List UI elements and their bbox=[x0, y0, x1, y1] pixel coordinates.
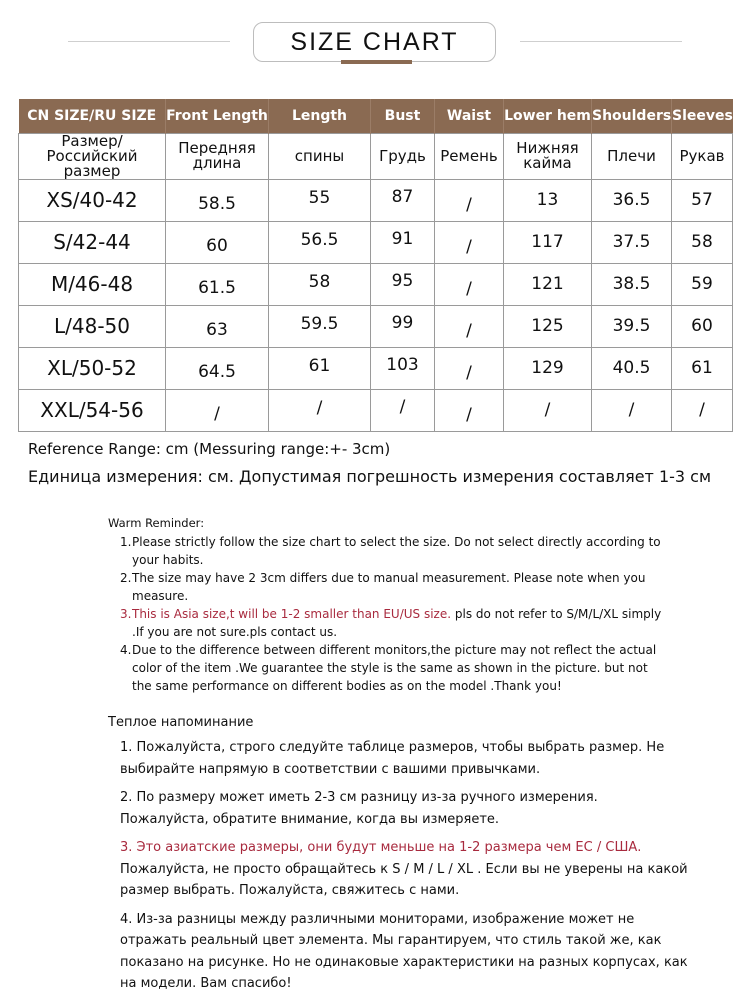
cell-value: 103 bbox=[386, 355, 419, 375]
column-header: Length bbox=[269, 99, 371, 133]
reminder-body-text: 4. Из-за разницы между различными мониторами, изображение может не отражать реальный цвет элемента. Мы гарантируем, что стиль такой же, как показано на рисунке. Но не одинаковые характеристики на разных корпусах, как на модели. Вам спасибо! bbox=[120, 911, 688, 991]
front-length-cell bbox=[166, 305, 269, 347]
reminder-number: 2. bbox=[120, 571, 132, 585]
reminder-item-en bbox=[108, 605, 668, 641]
shoulders-cell bbox=[592, 347, 672, 389]
cell-value: / bbox=[399, 397, 406, 417]
cell-value: 121 bbox=[531, 274, 564, 294]
size-cell bbox=[19, 389, 166, 431]
table-row bbox=[19, 221, 733, 263]
table-row bbox=[19, 179, 733, 221]
front-length-cell bbox=[166, 179, 269, 221]
cell-value: / bbox=[316, 398, 323, 418]
reminder-item-ru bbox=[108, 737, 688, 780]
bust-cell bbox=[371, 347, 435, 389]
cell-value: / bbox=[466, 195, 472, 215]
cell-value: 61 bbox=[691, 358, 713, 378]
cell-value: 60 bbox=[691, 316, 713, 336]
sleeves-cell bbox=[672, 347, 733, 389]
shoulders-cell bbox=[592, 221, 672, 263]
ru-column-header: Передняя длина bbox=[166, 133, 269, 179]
size-cell bbox=[19, 179, 166, 221]
reference-range-ru: Единица измерения: см. Допустимая погрешность измерения составляет 1-3 см bbox=[28, 467, 712, 486]
cell-value: 60 bbox=[206, 236, 228, 256]
length-cell bbox=[269, 305, 371, 347]
title-divider-right bbox=[520, 41, 682, 42]
ru-column-header: Плечи bbox=[592, 133, 672, 179]
reminder-title-ru: Теплое напоминание bbox=[108, 715, 254, 730]
cell-value: 64.5 bbox=[198, 362, 236, 382]
cell-value: XS/40-42 bbox=[46, 188, 138, 212]
cell-value: / bbox=[466, 405, 472, 425]
cell-value: 95 bbox=[391, 271, 414, 291]
shoulders-cell bbox=[592, 389, 672, 431]
russian-header-row bbox=[19, 133, 733, 179]
ru-column-header: Рукав bbox=[672, 133, 733, 179]
sleeves-cell bbox=[672, 221, 733, 263]
reminder-body-text: 2. По размеру может иметь 2-3 см разницу из-за ручного измерения. Пожалуйста, обратите внимание, когда вы измеряете. bbox=[120, 790, 598, 827]
waist-cell bbox=[435, 179, 504, 221]
waist-cell bbox=[435, 347, 504, 389]
lower-hem-cell bbox=[504, 179, 592, 221]
cell-value: / bbox=[214, 404, 220, 424]
cell-value: 99 bbox=[391, 313, 414, 333]
reminder-title-en: Warm Reminder: bbox=[108, 516, 205, 530]
cell-value: 13 bbox=[536, 190, 559, 210]
reminder-number: 4. bbox=[120, 643, 132, 657]
waist-cell bbox=[435, 389, 504, 431]
bust-cell bbox=[371, 389, 435, 431]
length-cell bbox=[269, 389, 371, 431]
column-header: Waist bbox=[435, 99, 504, 133]
length-cell bbox=[269, 347, 371, 389]
waist-cell bbox=[435, 221, 504, 263]
cell-value: / bbox=[466, 363, 472, 383]
reminder-text bbox=[132, 569, 668, 605]
reminder-body-text: The size may have 2 3cm differs due to manual measurement. Please note when you measure. bbox=[132, 571, 646, 603]
cell-value: / bbox=[466, 237, 472, 257]
size-table bbox=[18, 99, 733, 432]
title-divider-left bbox=[68, 41, 230, 42]
reminder-item-ru bbox=[108, 837, 688, 902]
reminder-item-en bbox=[108, 569, 668, 605]
front-length-cell bbox=[166, 389, 269, 431]
cell-value: 61.5 bbox=[198, 278, 236, 298]
size-cell bbox=[19, 221, 166, 263]
cell-value: 58 bbox=[691, 232, 713, 252]
size-cell bbox=[19, 347, 166, 389]
cell-value: / bbox=[466, 279, 472, 299]
cell-value: 117 bbox=[531, 232, 564, 252]
reminder-item-en bbox=[108, 641, 668, 695]
cell-value: 59.5 bbox=[300, 314, 339, 334]
ru-column-header: спины bbox=[269, 133, 371, 179]
lower-hem-cell bbox=[504, 347, 592, 389]
cell-value: / bbox=[628, 400, 635, 420]
shoulders-cell bbox=[592, 263, 672, 305]
column-header: CN SIZE/RU SIZE bbox=[19, 99, 166, 133]
lower-hem-cell bbox=[504, 305, 592, 347]
cell-value: 36.5 bbox=[612, 190, 651, 210]
cell-value: 61 bbox=[308, 356, 331, 376]
size-cell bbox=[19, 305, 166, 347]
cell-value: 125 bbox=[531, 316, 564, 336]
ru-column-header: Нижняя кайма bbox=[504, 133, 592, 179]
table-row bbox=[19, 389, 733, 431]
lower-hem-cell bbox=[504, 263, 592, 305]
reminder-item-ru bbox=[108, 909, 688, 995]
cell-value: 63 bbox=[206, 320, 228, 340]
cell-value: 40.5 bbox=[612, 358, 651, 378]
waist-cell bbox=[435, 305, 504, 347]
page-title: SIZE CHART bbox=[253, 22, 496, 62]
title-accent-bar bbox=[341, 60, 412, 64]
column-header: Sleeves bbox=[672, 99, 733, 133]
reminder-number: 3. bbox=[120, 607, 132, 621]
reminder-warning-text: This is Asia size,t will be 1-2 smaller than EU/US size. bbox=[132, 607, 452, 621]
cell-value: 91 bbox=[391, 229, 414, 249]
reminder-item-en bbox=[108, 533, 668, 569]
cell-value: 58 bbox=[308, 272, 331, 292]
cell-value: 57 bbox=[691, 190, 713, 210]
reference-range-en: Reference Range: cm (Messuring range:+- 3cm) bbox=[28, 440, 391, 458]
reminder-text bbox=[132, 605, 668, 641]
lower-hem-cell bbox=[504, 221, 592, 263]
bust-cell bbox=[371, 179, 435, 221]
ru-column-header: Размер/Российский размер bbox=[19, 133, 166, 179]
length-cell bbox=[269, 179, 371, 221]
column-header: Bust bbox=[371, 99, 435, 133]
cell-value: 129 bbox=[531, 358, 564, 378]
sleeves-cell bbox=[672, 179, 733, 221]
bust-cell bbox=[371, 263, 435, 305]
front-length-cell bbox=[166, 221, 269, 263]
cell-value: S/42-44 bbox=[53, 230, 131, 254]
cell-value: 37.5 bbox=[612, 232, 651, 252]
cell-value: 58.5 bbox=[198, 194, 236, 214]
waist-cell bbox=[435, 263, 504, 305]
cell-value: 38.5 bbox=[612, 274, 651, 294]
cell-value: / bbox=[544, 400, 551, 420]
sleeves-cell bbox=[672, 389, 733, 431]
table-row bbox=[19, 347, 733, 389]
length-cell bbox=[269, 221, 371, 263]
reminder-number: 1. bbox=[120, 535, 132, 549]
size-cell bbox=[19, 263, 166, 305]
ru-column-header: Грудь bbox=[371, 133, 435, 179]
reminder-text bbox=[132, 641, 668, 695]
cell-value: 59 bbox=[691, 274, 713, 294]
warm-reminder-ru bbox=[108, 714, 688, 1000]
reminder-body-text: Please strictly follow the size chart to select the size. Do not select directly according to your habits. bbox=[132, 535, 661, 567]
reminder-warning-text: 3. Это азиатские размеры, они будут меньше на 1-2 размера чем ЕС / США. bbox=[120, 840, 642, 855]
front-length-cell bbox=[166, 347, 269, 389]
table-row bbox=[19, 263, 733, 305]
reminder-text bbox=[132, 533, 668, 569]
reminder-body-text: Due to the difference between different monitors,the picture may not reflect the actual color of the item .We guarantee the style is the same as shown in the picture. but not the same performance on different bodies as on the model .Thank you! bbox=[132, 643, 657, 693]
reminder-body-text: Пожалуйста, не просто обращайтесь к S / M / L / XL . Если вы не уверены на какой размер выбрать. Пожалуйста, свяжитесь с нами. bbox=[120, 861, 688, 898]
cell-value: M/46-48 bbox=[50, 272, 134, 296]
length-cell bbox=[269, 263, 371, 305]
shoulders-cell bbox=[592, 179, 672, 221]
bust-cell bbox=[371, 305, 435, 347]
cell-value: 87 bbox=[391, 187, 414, 207]
sleeves-cell bbox=[672, 305, 733, 347]
column-header: Lower hem bbox=[504, 99, 592, 133]
ru-column-header: Ремень bbox=[435, 133, 504, 179]
reminder-item-ru bbox=[108, 787, 688, 830]
cell-value: 56.5 bbox=[300, 230, 339, 250]
sleeves-cell bbox=[672, 263, 733, 305]
column-header: Shoulders bbox=[592, 99, 672, 133]
cell-value: XL/50-52 bbox=[47, 356, 137, 380]
table-header-row bbox=[19, 99, 733, 133]
bust-cell bbox=[371, 221, 435, 263]
cell-value: XXL/54-56 bbox=[40, 398, 144, 422]
cell-value: L/48-50 bbox=[54, 314, 130, 338]
cell-value: / bbox=[466, 321, 472, 341]
lower-hem-cell bbox=[504, 389, 592, 431]
shoulders-cell bbox=[592, 305, 672, 347]
column-header: Front Length bbox=[166, 99, 269, 133]
warm-reminder-en bbox=[108, 516, 668, 695]
cell-value: 55 bbox=[308, 188, 331, 208]
cell-value: / bbox=[699, 400, 705, 420]
size-chart-header bbox=[0, 0, 750, 90]
table-row bbox=[19, 305, 733, 347]
reminder-body-text: 1. Пожалуйста, строго следуйте таблице размеров, чтобы выбрать размер. Не выбирайте напрямую в соответствии с вашими привычками. bbox=[120, 740, 665, 777]
cell-value: 39.5 bbox=[612, 316, 651, 336]
front-length-cell bbox=[166, 263, 269, 305]
reminder-body-text: pls do not refer to S/M/L/XL simply .If you are not sure.pls contact us. bbox=[132, 607, 662, 639]
